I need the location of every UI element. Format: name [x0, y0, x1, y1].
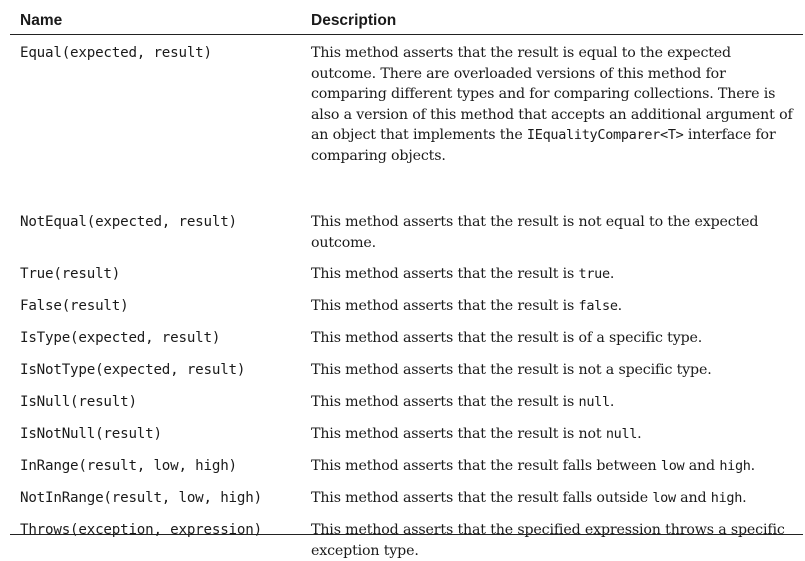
method-description — [311, 212, 803, 253]
method-name: IsType(expected, result) — [20, 330, 221, 346]
method-description — [311, 328, 803, 349]
inline-code: true — [578, 266, 610, 282]
table-body — [10, 35, 803, 559]
description-text: This method asserts that the result falls between — [311, 458, 661, 474]
description-text: This method asserts that the result is not — [311, 426, 606, 442]
header-name: Name — [20, 12, 63, 29]
description-text: . — [742, 490, 747, 506]
description-text: . — [609, 266, 615, 282]
description-text: This method asserts that the result falls outside — [311, 490, 653, 506]
description-text: interface for comparing objects. — [311, 127, 776, 164]
inline-code: high — [710, 490, 743, 506]
method-description — [311, 264, 803, 285]
description-text: This method asserts that the result is of a specific type. — [311, 330, 703, 346]
description-text: This method asserts that the specified expression throws a specific exception type. — [311, 522, 785, 559]
table-row — [10, 212, 803, 253]
method-name: IsNull(result) — [20, 394, 137, 410]
table-row — [10, 456, 803, 477]
method-name: NotEqual(expected, result) — [20, 214, 237, 230]
description-text: This method asserts that the result is — [311, 394, 579, 410]
table-row — [10, 392, 803, 413]
table-bottom-rule — [10, 534, 803, 535]
method-description — [311, 392, 803, 413]
method-description — [311, 520, 803, 561]
inline-code: false — [578, 298, 618, 314]
method-name: NotInRange(result, low, high) — [20, 490, 262, 506]
method-name: True(result) — [20, 266, 121, 282]
inline-code: IEqualityComparer<T> — [526, 127, 684, 143]
method-description — [311, 456, 803, 477]
method-description — [311, 296, 803, 317]
table-row — [10, 264, 803, 285]
table-header — [10, 6, 803, 35]
description-text: . — [637, 426, 642, 442]
description-text: and — [684, 458, 720, 474]
description-text: . — [750, 458, 756, 474]
description-text: This method asserts that the result is not equal to the expected outcome. — [311, 214, 759, 251]
description-text: . — [617, 298, 623, 314]
method-name: InRange(result, low, high) — [20, 458, 237, 474]
table-row — [10, 296, 803, 317]
method-description — [311, 43, 803, 166]
method-name: IsNotType(expected, result) — [20, 362, 246, 378]
description-text: . — [609, 394, 615, 410]
table-row — [10, 43, 803, 166]
method-name: Throws(exception, expression) — [20, 522, 262, 538]
assert-methods-table — [10, 6, 803, 559]
description-text: This method asserts that the result is not a specific type. — [311, 362, 712, 378]
table-row — [10, 488, 803, 509]
method-description — [311, 424, 803, 445]
inline-code: null — [578, 394, 610, 410]
inline-code: null — [605, 426, 638, 442]
description-text: This method asserts that the result is — [311, 266, 579, 282]
description-text: and — [675, 490, 711, 506]
inline-code: low — [660, 458, 685, 474]
inline-code: high — [719, 458, 751, 474]
table-row — [10, 520, 803, 561]
method-description — [311, 488, 803, 509]
method-name: IsNotNull(result) — [20, 426, 162, 442]
method-description — [311, 360, 803, 381]
inline-code: low — [652, 490, 676, 506]
table-row — [10, 360, 803, 381]
header-description: Description — [311, 12, 397, 29]
description-text: This method asserts that the result is equal to the expected outcome. There are overloaded versions of this method for comparing different types and for comparing collections. There is also a version of this method that accepts an additional argument of an object that implements the — [311, 45, 793, 143]
description-text: This method asserts that the result is — [311, 298, 579, 314]
method-name: Equal(expected, result) — [20, 45, 212, 61]
method-name: False(result) — [20, 298, 129, 314]
table-row — [10, 328, 803, 349]
table-row — [10, 424, 803, 445]
